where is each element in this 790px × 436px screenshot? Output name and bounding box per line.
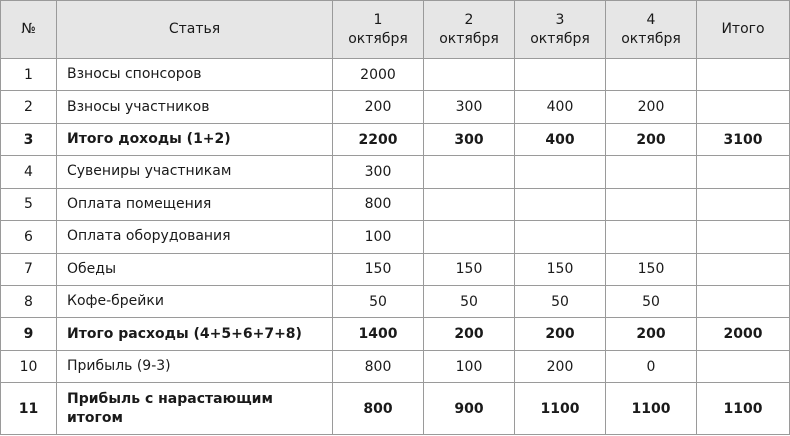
cell-day-1: 200 bbox=[333, 91, 424, 123]
cell-day-3: 1100 bbox=[515, 383, 606, 435]
cell-num: 3 bbox=[1, 123, 57, 155]
cell-article: Взносы участников bbox=[57, 91, 333, 123]
cell-day-2: 300 bbox=[424, 123, 515, 155]
header-day-3-month: октября bbox=[530, 30, 590, 47]
table-row bbox=[1, 156, 790, 188]
cell-num: 10 bbox=[1, 350, 57, 382]
cell-total bbox=[697, 221, 790, 253]
cell-day-1: 1400 bbox=[333, 318, 424, 350]
cell-day-1: 50 bbox=[333, 285, 424, 317]
cell-total bbox=[697, 156, 790, 188]
cell-day-3 bbox=[515, 188, 606, 220]
header-day-2-number: 2 bbox=[464, 11, 474, 28]
cell-day-1: 300 bbox=[333, 156, 424, 188]
cell-article: Итого доходы (1+2) bbox=[57, 123, 333, 155]
cell-day-2 bbox=[424, 59, 515, 91]
cell-day-2: 150 bbox=[424, 253, 515, 285]
cell-day-4: 1100 bbox=[606, 383, 697, 435]
header-day-1 bbox=[333, 1, 424, 59]
cell-day-3 bbox=[515, 59, 606, 91]
cell-day-4 bbox=[606, 59, 697, 91]
cell-day-3: 50 bbox=[515, 285, 606, 317]
table-row-income-total bbox=[1, 123, 790, 155]
table-row bbox=[1, 59, 790, 91]
cell-article: Кофе-брейки bbox=[57, 285, 333, 317]
cell-num: 4 bbox=[1, 156, 57, 188]
cell-day-2: 200 bbox=[424, 318, 515, 350]
cell-day-4: 200 bbox=[606, 318, 697, 350]
header-num: № bbox=[1, 1, 57, 59]
cell-total bbox=[697, 59, 790, 91]
cell-day-2 bbox=[424, 156, 515, 188]
cell-day-4: 50 bbox=[606, 285, 697, 317]
cell-day-4: 0 bbox=[606, 350, 697, 382]
cell-day-3: 400 bbox=[515, 123, 606, 155]
table-row-expense-total bbox=[1, 318, 790, 350]
cell-num: 8 bbox=[1, 285, 57, 317]
table-row bbox=[1, 221, 790, 253]
cell-total bbox=[697, 253, 790, 285]
cell-num: 11 bbox=[1, 383, 57, 435]
cell-article: Сувениры участникам bbox=[57, 156, 333, 188]
cell-day-2: 50 bbox=[424, 285, 515, 317]
header-day-4-month: октября bbox=[621, 30, 681, 47]
header-day-2-month: октября bbox=[439, 30, 499, 47]
cell-day-1: 800 bbox=[333, 350, 424, 382]
cell-day-3: 200 bbox=[515, 318, 606, 350]
cell-day-3 bbox=[515, 156, 606, 188]
cell-num: 1 bbox=[1, 59, 57, 91]
cell-day-3: 200 bbox=[515, 350, 606, 382]
header-day-1-month: октября bbox=[348, 30, 408, 47]
header-article: Статья bbox=[57, 1, 333, 59]
header-row bbox=[1, 1, 790, 59]
cell-day-1: 2000 bbox=[333, 59, 424, 91]
cell-day-3: 400 bbox=[515, 91, 606, 123]
cell-day-4: 200 bbox=[606, 91, 697, 123]
cell-total: 2000 bbox=[697, 318, 790, 350]
header-total: Итого bbox=[697, 1, 790, 59]
header-day-3 bbox=[515, 1, 606, 59]
cell-num: 7 bbox=[1, 253, 57, 285]
cell-num: 6 bbox=[1, 221, 57, 253]
cell-day-1: 800 bbox=[333, 383, 424, 435]
table-row bbox=[1, 350, 790, 382]
cell-day-2 bbox=[424, 188, 515, 220]
header-day-4-number: 4 bbox=[646, 11, 656, 28]
cell-day-4 bbox=[606, 156, 697, 188]
cell-article: Оплата оборудования bbox=[57, 221, 333, 253]
table-row bbox=[1, 188, 790, 220]
cell-num: 5 bbox=[1, 188, 57, 220]
table-row-cumulative-profit bbox=[1, 383, 790, 435]
cell-day-4: 200 bbox=[606, 123, 697, 155]
cell-day-1: 800 bbox=[333, 188, 424, 220]
cell-day-3 bbox=[515, 221, 606, 253]
header-day-4 bbox=[606, 1, 697, 59]
cell-article: Прибыль с нарастающим итогом bbox=[57, 383, 333, 435]
header-day-2 bbox=[424, 1, 515, 59]
cell-day-1: 100 bbox=[333, 221, 424, 253]
cell-day-2 bbox=[424, 221, 515, 253]
cell-day-4: 150 bbox=[606, 253, 697, 285]
cell-total: 1100 bbox=[697, 383, 790, 435]
cell-day-1: 2200 bbox=[333, 123, 424, 155]
cell-num: 9 bbox=[1, 318, 57, 350]
cell-total bbox=[697, 188, 790, 220]
table-row bbox=[1, 253, 790, 285]
cell-article: Итого расходы (4+5+6+7+8) bbox=[57, 318, 333, 350]
cell-article: Оплата помещения bbox=[57, 188, 333, 220]
header-day-1-number: 1 bbox=[373, 11, 383, 28]
table-row bbox=[1, 285, 790, 317]
cell-day-3: 150 bbox=[515, 253, 606, 285]
cell-total bbox=[697, 285, 790, 317]
cell-article: Обеды bbox=[57, 253, 333, 285]
cell-day-2: 300 bbox=[424, 91, 515, 123]
cell-total bbox=[697, 350, 790, 382]
cell-day-2: 900 bbox=[424, 383, 515, 435]
cell-article: Прибыль (9-3) bbox=[57, 350, 333, 382]
table-row bbox=[1, 91, 790, 123]
cell-day-4 bbox=[606, 188, 697, 220]
cell-total bbox=[697, 91, 790, 123]
header-day-3-number: 3 bbox=[555, 11, 565, 28]
cell-day-2: 100 bbox=[424, 350, 515, 382]
cell-day-1: 150 bbox=[333, 253, 424, 285]
cell-total: 3100 bbox=[697, 123, 790, 155]
cell-num: 2 bbox=[1, 91, 57, 123]
cell-article: Взносы спонсоров bbox=[57, 59, 333, 91]
cell-day-4 bbox=[606, 221, 697, 253]
